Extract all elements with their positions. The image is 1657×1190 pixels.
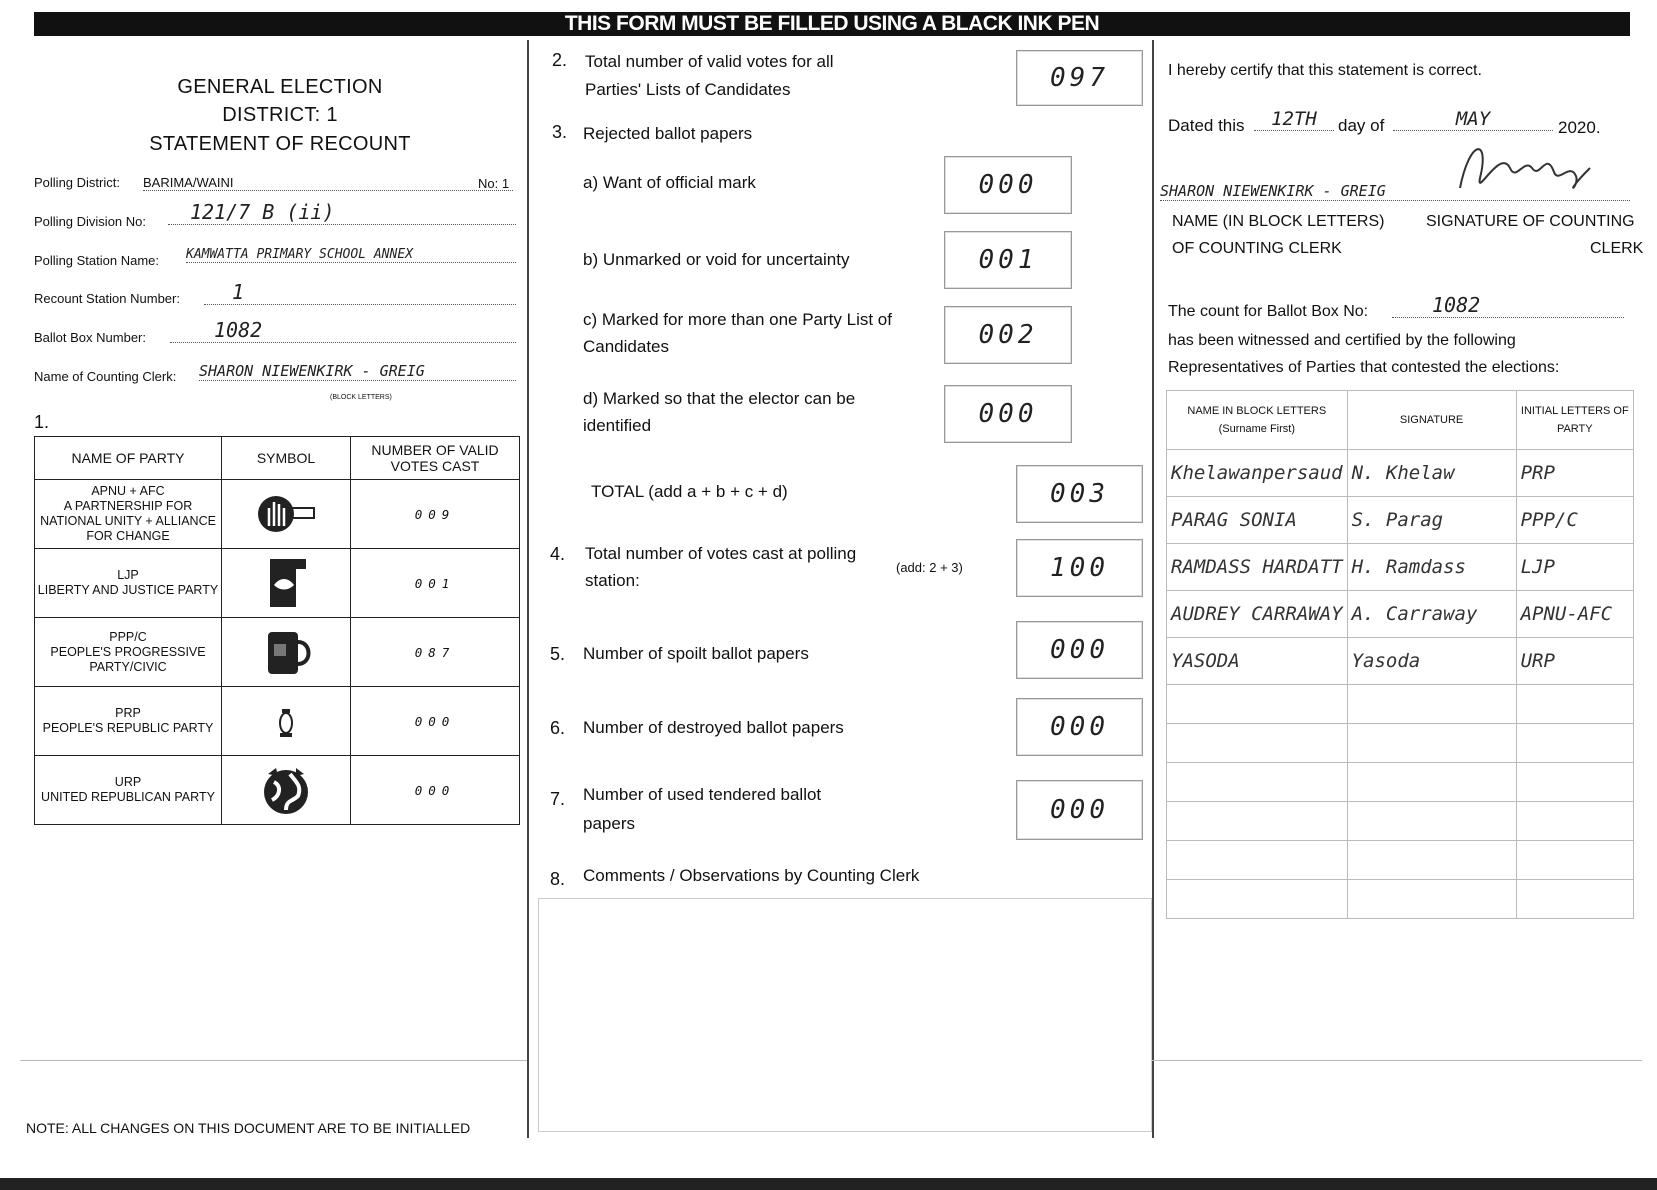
rep-party: APNU-AFC (1516, 591, 1633, 638)
party-votes: 009 (351, 480, 520, 549)
rep-row-empty (1167, 763, 1634, 802)
rep-signature: N. Khelaw (1347, 450, 1516, 497)
rep-cell-empty (1167, 802, 1348, 841)
block-letters-note: (BLOCK LETTERS) (330, 394, 392, 401)
rep-cell-empty (1516, 841, 1633, 880)
rep-cell-empty (1516, 880, 1633, 919)
rep-row-empty (1167, 724, 1634, 763)
rep-row (1167, 450, 1634, 497)
signature-label-line1: SIGNATURE OF COUNTING (1426, 213, 1635, 230)
rep-name-header: NAME IN BLOCK LETTERS (Surname First) (1167, 391, 1348, 450)
item-7-line1: Number of used tendered ballot (583, 785, 822, 804)
rep-row (1167, 497, 1634, 544)
rep-cell-empty (1347, 841, 1516, 880)
count-label: The count for Ballot Box No: (1168, 303, 1369, 320)
party-name: PEOPLE'S PROGRESSIVE PARTY/CIVIC (50, 644, 206, 674)
polling-district-label: Polling District: (34, 175, 120, 190)
dated-year: 2020. (1558, 118, 1601, 137)
party-row (35, 618, 520, 687)
item-5-value-box: 000 (1016, 621, 1143, 679)
column-divider-left (527, 40, 529, 1138)
rep-party: LJP (1516, 544, 1633, 591)
item-3c-line1: c) Marked for more than one Party List of (583, 310, 892, 329)
rep-cell-empty (1347, 763, 1516, 802)
party-name: UNITED REPUBLICAN PARTY (41, 790, 215, 804)
rep-signature: S. Parag (1347, 497, 1516, 544)
dated-day: 12TH (1254, 108, 1334, 131)
item-3d-line1: d) Marked so that the elector can be (583, 389, 856, 408)
item-4-line2: station: (585, 571, 640, 590)
party-name: PEOPLE'S REPUBLIC PARTY (42, 721, 214, 735)
rep-row-empty (1167, 685, 1634, 724)
rep-name: AUDREY CARRAWAY (1167, 591, 1348, 638)
no-label: No: 1 (478, 176, 510, 191)
rep-cell-empty (1167, 880, 1348, 919)
recount-station-value: 1 (204, 280, 516, 305)
item-2-line1: Total number of valid votes for all (585, 52, 834, 71)
party-row (35, 687, 520, 756)
party-votes: 000 (351, 687, 520, 756)
rep-cell-empty (1167, 841, 1348, 880)
party-representatives-table (1166, 390, 1634, 919)
polling-division-label: Polling Division No: (34, 214, 146, 229)
item-3c-line2: Candidates (583, 337, 670, 356)
rep-cell-empty (1167, 724, 1348, 763)
rep-signature: H. Ramdass (1347, 544, 1516, 591)
empty-rep-rows (1167, 685, 1634, 919)
signature-label-line2: CLERK (1590, 240, 1644, 257)
rep-cell-empty (1347, 685, 1516, 724)
rep-cell-empty (1516, 802, 1633, 841)
item-3d-line2: identified (583, 416, 652, 435)
party-abbr: PRP (115, 706, 141, 720)
name-label-line1: NAME (IN BLOCK LETTERS) (1172, 213, 1385, 230)
rep-party: URP (1516, 638, 1633, 685)
item-3a-label: a) Want of official mark (583, 173, 756, 192)
rep-row (1167, 638, 1634, 685)
polling-district-value: BARIMA/WAINI (143, 175, 234, 190)
party-name: A PARTNERSHIP FOR NATIONAL UNITY + ALLIANCE FOR CHANGE (40, 499, 216, 543)
clerk-name-handwritten: SHARON NIEWENKIRK - GREIG (1160, 182, 1630, 201)
ballot-box-label: Ballot Box Number: (34, 330, 146, 345)
polling-station-label: Polling Station Name: (34, 253, 160, 268)
party-row (35, 549, 520, 618)
item-3d-value-box: 000 (944, 385, 1072, 443)
rep-signature: Yasoda (1347, 638, 1516, 685)
party-abbr: URP (114, 775, 142, 789)
party-votes: 001 (351, 549, 520, 618)
initial-changes-note: NOTE: ALL CHANGES ON THIS DOCUMENT ARE TO BE INITIALLED (26, 1120, 471, 1136)
item-5-label: Number of spoilt ballot papers (583, 644, 809, 663)
rep-name: RAMDASS HARDATT (1167, 544, 1348, 591)
witness-line1: has been witnessed and certified by the following (1168, 332, 1516, 349)
total-value-box: 003 (1016, 465, 1143, 523)
rep-name: YASODA (1167, 638, 1348, 685)
symbol-header: SYMBOL (222, 437, 351, 480)
item-4-hint: (add: 2 + 3) (896, 560, 963, 575)
day-of-label: day of (1338, 116, 1385, 135)
dated-label: Dated this (1168, 116, 1245, 135)
item-6-value-box: 000 (1016, 698, 1143, 756)
item-2-number: 2. (552, 50, 568, 70)
rep-name: Khelawanpersaud (1167, 450, 1348, 497)
party-votes-table (34, 436, 520, 825)
rep-cell-empty (1347, 802, 1516, 841)
rep-cell-empty (1516, 685, 1633, 724)
rep-cell-empty (1347, 880, 1516, 919)
count-value: 1082 (1392, 293, 1624, 318)
party-row (35, 480, 520, 549)
lamp-icon (256, 693, 316, 749)
item-5-number: 5. (550, 644, 566, 664)
rep-name: PARAG SONIA (1167, 497, 1348, 544)
counting-clerk-label: Name of Counting Clerk: (34, 369, 177, 384)
counting-clerk-value: SHARON NIEWENKIRK - GREIG (199, 362, 516, 381)
polling-station-value: KAMWATTA PRIMARY SCHOOL ANNEX (186, 247, 516, 263)
party-abbr: LJP (117, 568, 139, 582)
rep-cell-empty (1167, 685, 1348, 724)
item-3a-value-box: 000 (944, 156, 1072, 214)
party-abbr: APNU + AFC (91, 484, 165, 498)
footer-rule-right (1152, 1060, 1642, 1061)
rep-cell-empty (1347, 724, 1516, 763)
rep-row (1167, 591, 1634, 638)
polling-division-value: 121/7 B (ii) (168, 200, 516, 225)
party-votes: 000 (351, 756, 520, 825)
witness-line2: Representatives of Parties that contested the elections: (1168, 359, 1560, 376)
ballot-box-value: 1082 (170, 318, 516, 343)
item-7-value-box: 000 (1016, 780, 1143, 840)
item-3-number: 3. (552, 122, 568, 142)
item-2-value-box: 097 (1016, 50, 1143, 106)
rep-cell-empty (1516, 724, 1633, 763)
handshake-icon (256, 555, 316, 611)
item-2-line2: Parties' Lists of Candidates (585, 80, 791, 99)
rep-row-empty (1167, 802, 1634, 841)
footer-rule (20, 1060, 527, 1061)
item-8-number: 8. (550, 869, 566, 889)
cup-icon (256, 624, 316, 680)
election-title: GENERAL ELECTION (177, 76, 383, 98)
rep-row-empty (1167, 880, 1634, 919)
rep-row (1167, 544, 1634, 591)
item-3b-value-box: 001 (944, 231, 1072, 289)
item-7-number: 7. (550, 789, 566, 809)
rep-cell-empty (1516, 763, 1633, 802)
rep-party: PRP (1516, 450, 1633, 497)
item-3-label: Rejected ballot papers (583, 124, 753, 143)
item-7-line2: papers (583, 814, 635, 833)
item-4-value-box: 100 (1016, 539, 1143, 597)
certify-text: I hereby certify that this statement is correct. (1168, 62, 1482, 79)
polling-district-line (143, 190, 513, 191)
globe-icon (256, 762, 316, 818)
party-name: LIBERTY AND JUSTICE PARTY (37, 583, 219, 597)
recount-station-label: Recount Station Number: (34, 291, 180, 306)
rep-signature: A. Carraway (1347, 591, 1516, 638)
rep-cell-empty (1167, 763, 1348, 802)
item-8-label: Comments / Observations by Counting Clerk (583, 866, 920, 885)
rep-signature-header: SIGNATURE (1347, 391, 1516, 450)
clerk-signature-icon (1450, 128, 1600, 208)
item-3c-value-box: 002 (944, 306, 1072, 364)
item-3b-label: b) Unmarked or void for uncertainty (583, 250, 850, 269)
party-abbr: PPP/C (109, 629, 147, 644)
district-title: DISTRICT: 1 (222, 104, 338, 126)
item-6-number: 6. (550, 718, 566, 738)
statement-title: STATEMENT OF RECOUNT (149, 133, 411, 155)
scan-edge (0, 1178, 1657, 1190)
party-votes: 087 (351, 618, 520, 687)
item-6-label: Number of destroyed ballot papers (583, 718, 844, 737)
hand-key-icon (256, 486, 316, 542)
column-divider-right (1152, 40, 1154, 1138)
rep-party: PPP/C (1516, 497, 1633, 544)
section-1-number: 1. (34, 412, 50, 432)
party-name-header: NAME OF PARTY (35, 437, 222, 480)
form-banner: THIS FORM MUST BE FILLED USING A BLACK INK PEN (34, 12, 1630, 36)
party-row (35, 756, 520, 825)
rep-row-empty (1167, 841, 1634, 880)
item-4-line1: Total number of votes cast at polling (585, 544, 857, 563)
item-4-number: 4. (550, 544, 566, 564)
votes-header: NUMBER OF VALID VOTES CAST (351, 437, 520, 480)
total-label: TOTAL (add a + b + c + d) (591, 482, 788, 501)
rep-party-header: INITIAL LETTERS OF PARTY (1516, 391, 1633, 450)
dated-month: MAY (1393, 108, 1553, 131)
comments-box (538, 898, 1152, 1132)
name-label-line2: OF COUNTING CLERK (1172, 240, 1342, 257)
